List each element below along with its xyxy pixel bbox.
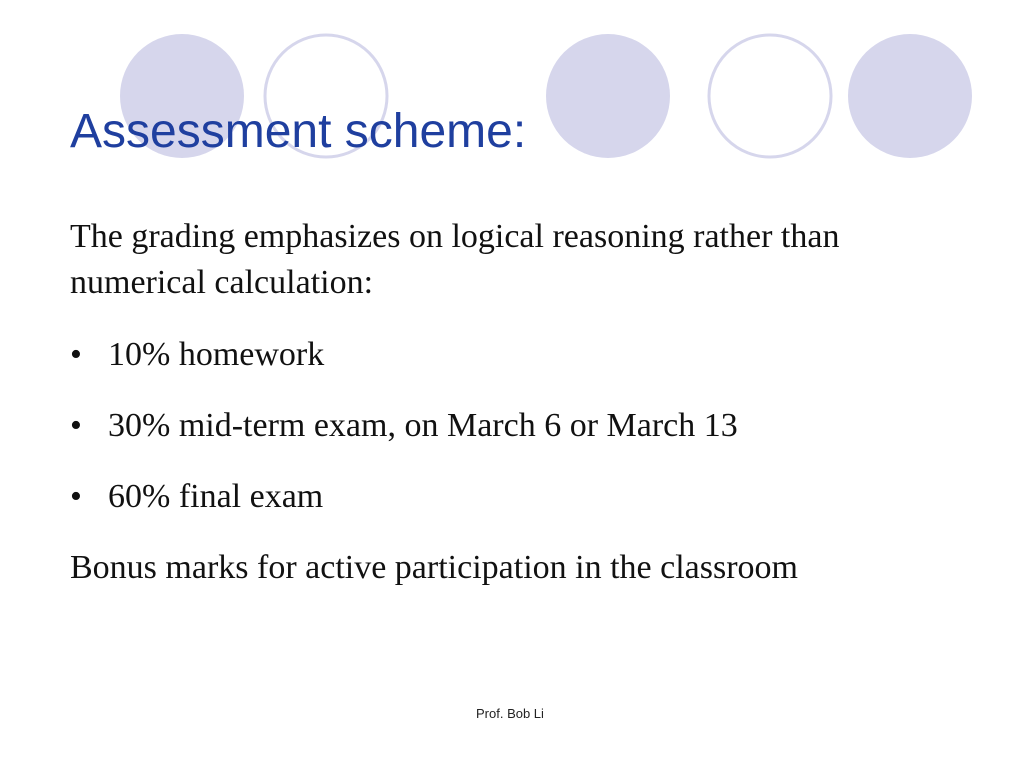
intro-text: The grading emphasizes on logical reasoning rather than numerical calculation: <box>70 218 840 301</box>
bullet-item <box>70 403 738 449</box>
bullet-item <box>70 332 324 378</box>
bullet-icon: • <box>70 478 82 515</box>
closing-text: Bonus marks for active participation in the classroom <box>70 549 798 586</box>
slide-title: Assessment scheme: <box>70 105 527 158</box>
filled-circle-3 <box>848 34 972 158</box>
bullet-icon: • <box>70 407 82 444</box>
bullet-icon: • <box>70 336 82 373</box>
bullet-text-midterm: 30% mid-term exam, on March 6 or March 13 <box>108 407 738 444</box>
bullet-text-final: 60% final exam <box>108 478 324 515</box>
decorative-circles <box>0 0 1024 200</box>
filled-circle-2 <box>546 34 670 158</box>
footer-author: Prof. Bob Li <box>476 706 544 721</box>
bullet-text-homework: 10% homework <box>108 336 325 373</box>
outline-circle-2 <box>709 35 831 157</box>
bullet-item <box>70 474 323 520</box>
